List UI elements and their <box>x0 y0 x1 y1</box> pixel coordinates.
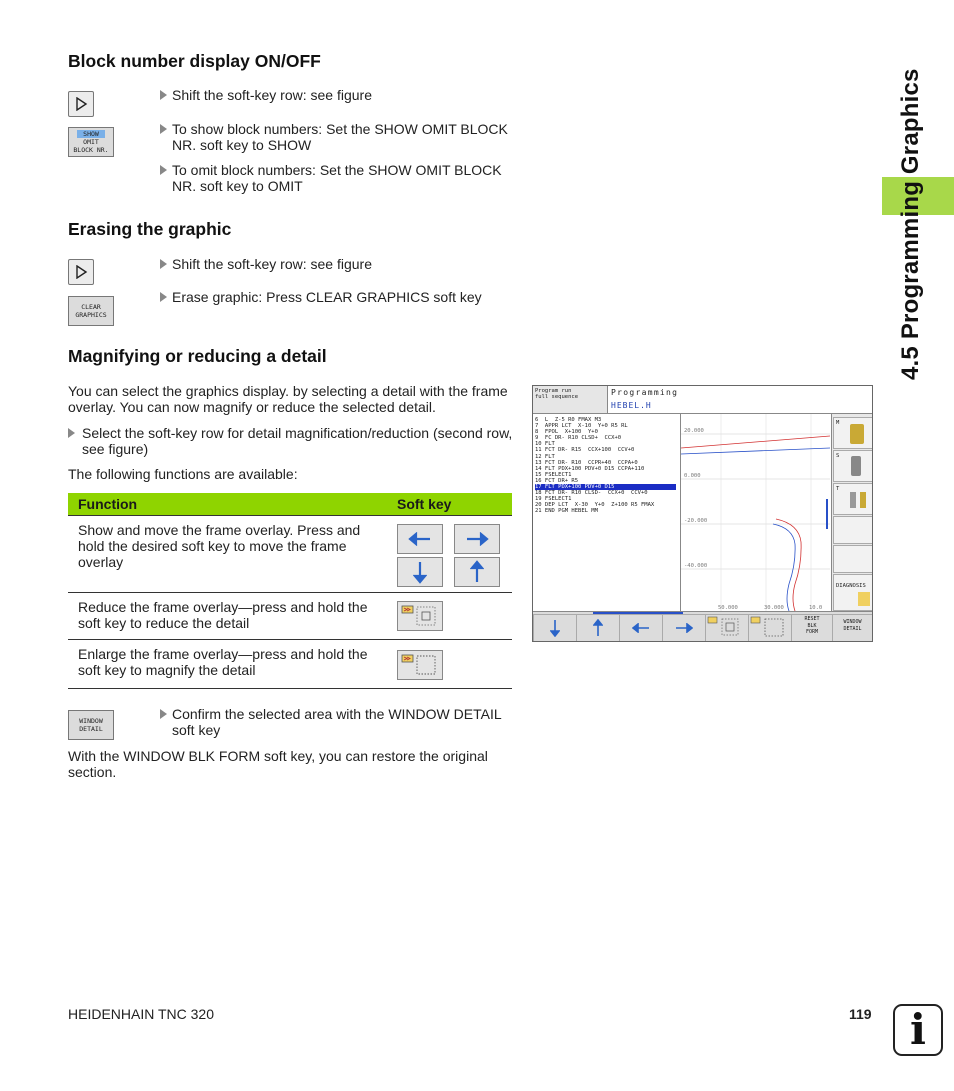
bullet-triangle-icon <box>160 709 167 719</box>
function-table <box>68 493 512 689</box>
tool-icon <box>850 492 856 508</box>
table-row: Enlarge the frame overlay—press and hold the soft key to magnify the detail <box>68 640 512 689</box>
bullet-triangle-icon <box>160 165 167 175</box>
restore-paragraph: With the WINDOW BLK FORM soft key, you can restore the original section. <box>68 748 488 780</box>
arrow-right-icon <box>465 532 489 546</box>
side-softkey-bar <box>831 414 873 611</box>
arrow-down-icon <box>413 560 427 584</box>
program-line: 9 FC DR- R10 CLSD+ CCX+0 <box>535 435 622 442</box>
program-line: 13 FCT DR- R10 CCPR+40 CCPA+0 <box>535 459 638 466</box>
arrow-right-icon <box>675 623 693 633</box>
enlarge-frame-icon <box>749 615 789 639</box>
step-shift-row: Shift the soft-key row: see figure <box>160 87 522 103</box>
step-erase-graphic: Erase graphic: Press CLEAR GRAPHICS soft key <box>160 289 522 305</box>
arrow-down-softkey <box>397 557 443 587</box>
reduce-frame-icon <box>706 615 746 639</box>
screen-arrow-right-key <box>662 614 706 642</box>
reduce-frame-icon <box>400 604 440 628</box>
side-key-empty-2 <box>833 545 873 573</box>
program-line: 20 DEP LCT X-30 Y+0 Z+100 R5 FMAX <box>535 502 655 509</box>
side-key-s: S <box>833 450 873 482</box>
table-row: Show and move the frame overlay. Press and hold the desired soft key to move the frame overlay <box>68 516 512 593</box>
arrow-up-softkey <box>454 557 500 587</box>
program-line: 14 FLT PDX+100 PDV+0 D15 CCPA+110 <box>535 465 645 472</box>
tool-icon-2 <box>860 492 866 508</box>
heading-erasing-graphic: Erasing the graphic <box>68 219 232 239</box>
program-line: 17 FLT PDX+100 PDV+0 D15 <box>535 484 676 490</box>
bullet-triangle-icon <box>68 428 75 438</box>
window-detail-softkey: WINDOW DETAIL <box>68 710 114 740</box>
info-icon: i <box>893 1004 943 1056</box>
side-key-t: T <box>833 483 873 515</box>
step-select-row: Select the soft-key row for detail magnification/reduction (second row, see figure) <box>68 425 522 457</box>
intro-paragraph: You can select the graphics display. by selecting a detail with the frame overlay. You can now magnify or reduce the selected detail. <box>68 383 508 415</box>
heading-magnify-reduce: Magnifying or reducing a detail <box>68 346 327 366</box>
m-function-icon <box>850 424 864 444</box>
arrow-left-icon <box>632 623 650 633</box>
program-line: 8 FPOL X+100 Y+0 <box>535 429 598 436</box>
screen-reset-blk-form-key: RESET BLK FORM <box>791 614 833 642</box>
col-softkey: Soft key <box>397 496 452 512</box>
program-line: 21 END PGM HEBEL MM <box>535 508 598 515</box>
mode-left-box: Program run full sequence <box>533 386 608 414</box>
screen-arrow-down-key <box>533 614 577 642</box>
program-line: 6 L Z-5 R0 FMAX M3 <box>535 417 602 423</box>
tnc-screen-figure <box>532 385 873 642</box>
arrow-left-softkey <box>397 524 443 554</box>
footer-brand: HEIDENHAIN TNC 320 <box>68 1006 215 1022</box>
page-number: 119 <box>849 1006 872 1022</box>
chapter-title: 4.5 Programming Graphics <box>897 68 924 380</box>
table-row: Reduce the frame overlay—press and hold the soft key to reduce the detail <box>68 593 512 640</box>
side-key-m: M <box>833 417 873 449</box>
enlarge-frame-icon <box>400 653 440 677</box>
arrow-up-icon <box>470 560 484 584</box>
shift-softkey-row-icon <box>68 259 94 285</box>
program-line: 18 FCT DR- R10 CLSD- CCX+0 CCV+0 <box>535 490 648 497</box>
program-line: 19 FSELECT1 <box>535 496 572 503</box>
table-header <box>68 493 512 515</box>
step-omit-block-numbers: To omit block numbers: Set the SHOW OMIT BLOCK NR. soft key to OMIT <box>160 162 522 194</box>
bottom-softkey-row <box>533 611 872 642</box>
arrow-up-icon <box>593 619 603 637</box>
step-confirm-window-detail: Confirm the selected area with the WINDOW DETAIL soft key <box>160 706 522 738</box>
program-line: 15 FSELECT1 <box>535 471 572 478</box>
side-key-diagnosis: DIAGNOSIS <box>833 574 873 611</box>
bullet-triangle-icon <box>160 90 167 100</box>
arrow-right-softkey <box>454 524 500 554</box>
step-show-block-numbers: To show block numbers: Set the SHOW OMIT BLOCK NR. soft key to SHOW <box>160 121 522 153</box>
screen-reduce-key <box>705 614 749 642</box>
program-list <box>533 414 681 611</box>
enlarge-frame-softkey <box>397 650 443 680</box>
program-line: 7 APPR LCT X-10 Y+0 R5 RL <box>535 423 628 430</box>
arrow-left-icon <box>408 532 432 546</box>
show-omit-block-nr-softkey: SHOW OMIT BLOCK NR. <box>68 127 114 157</box>
graphic-area: 20.000 0.000 -20.000 -40.000 50.000 30.000 10.0 <box>681 414 830 611</box>
program-line: 11 FCT DR- R15 CCX+100 CCV+0 <box>535 447 635 454</box>
available-functions-text: The following functions are available: <box>68 466 298 482</box>
screen-enlarge-key <box>748 614 792 642</box>
step-shift-row-2: Shift the soft-key row: see figure <box>160 256 522 272</box>
bullet-triangle-icon <box>160 124 167 134</box>
program-line: 16 FCT DR+ R5 <box>535 477 579 484</box>
spindle-icon <box>851 456 861 476</box>
screen-window-detail-key: WINDOW DETAIL <box>832 614 873 642</box>
contour-graphic <box>681 414 830 611</box>
heading-block-number-display: Block number display ON/OFF <box>68 51 321 71</box>
bullet-triangle-icon <box>160 292 167 302</box>
side-key-empty-1 <box>833 516 873 544</box>
mode-right-box: Programming HEBEL.H <box>608 386 872 414</box>
diagnosis-icon <box>858 592 870 606</box>
clear-graphics-softkey: CLEAR GRAPHICS <box>68 296 114 326</box>
screen-arrow-left-key <box>619 614 663 642</box>
shift-softkey-row-icon <box>68 91 94 117</box>
program-line: 12 FLT <box>535 453 555 460</box>
col-function: Function <box>78 496 138 512</box>
reduce-frame-softkey <box>397 601 443 631</box>
bullet-triangle-icon <box>160 259 167 269</box>
program-line: 10 FLT <box>535 441 555 448</box>
arrow-down-icon <box>550 619 560 637</box>
screen-arrow-up-key <box>576 614 620 642</box>
